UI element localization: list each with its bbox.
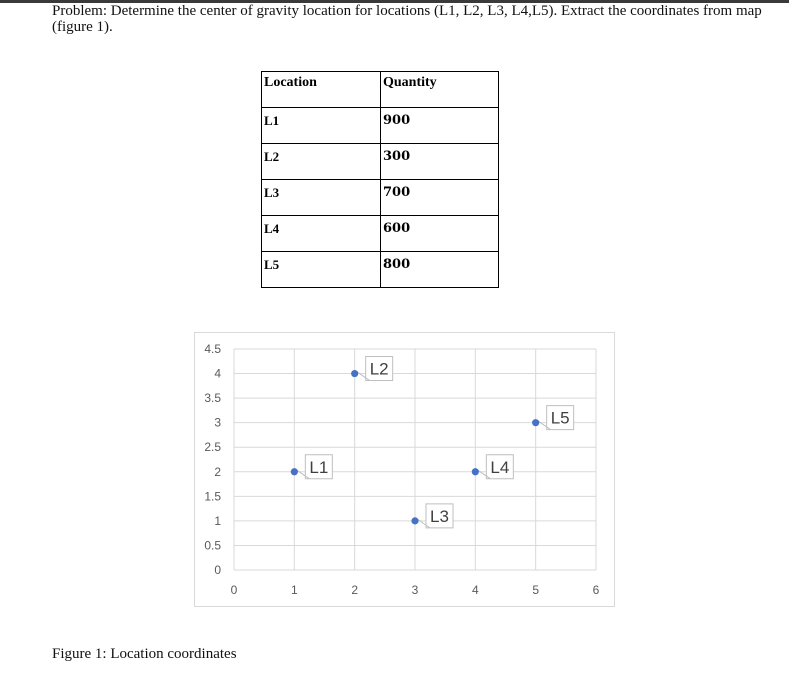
data-label: L3 [430, 506, 449, 526]
table-row [262, 180, 499, 216]
y-tick-label: 1.5 [204, 489, 221, 504]
location-cell: L1 [262, 108, 381, 144]
scatter-chart [194, 332, 615, 607]
x-tick-label: 4 [471, 583, 479, 597]
data-point [472, 468, 479, 475]
x-tick-label: 0 [230, 583, 238, 597]
figure-caption: Figure 1: Location coordinates [52, 646, 237, 662]
y-tick-label: 0 [214, 563, 221, 577]
location-cell: L3 [262, 180, 381, 216]
data-label: L1 [309, 457, 329, 477]
quantity-cell: 900 [381, 108, 499, 144]
data-point [351, 370, 358, 377]
header-location: Location [262, 72, 381, 108]
data-label: L5 [550, 408, 570, 428]
location-cell: L5 [262, 252, 381, 288]
quantity-cell: 300 [381, 144, 499, 180]
table-row [262, 252, 499, 288]
quantity-cell: 600 [381, 216, 499, 252]
x-tick-label: 3 [411, 583, 419, 597]
data-point [532, 419, 539, 426]
data-point [411, 517, 418, 524]
x-tick-label: 1 [290, 583, 298, 597]
header-quantity: Quantity [381, 72, 499, 108]
x-tick-label: 5 [532, 583, 540, 597]
location-cell: L2 [262, 144, 381, 180]
y-tick-label: 1 [214, 513, 221, 528]
problem-statement: Problem: Determine the center of gravity location for locations (L1, L2, L3, L4,L5). Extract the coordinates from map (figure 1). [52, 3, 762, 35]
y-tick-label: 2 [214, 464, 221, 479]
table-header-row [262, 72, 499, 108]
y-tick-label: 3 [214, 415, 221, 430]
table-row [262, 216, 499, 252]
y-tick-label: 2.5 [204, 440, 221, 455]
quantity-cell: 800 [381, 252, 499, 288]
data-point [291, 468, 298, 475]
table-row [262, 144, 499, 180]
data-label: L2 [369, 359, 389, 379]
x-tick-label: 6 [592, 583, 600, 597]
y-tick-label: 4.5 [204, 342, 221, 356]
location-quantity-table [261, 71, 499, 288]
location-cell: L4 [262, 216, 381, 252]
data-label: L4 [490, 457, 510, 477]
y-tick-label: 0.5 [204, 538, 221, 553]
table-row [262, 108, 499, 144]
x-tick-label: 2 [351, 583, 359, 597]
quantity-cell: 700 [381, 180, 499, 216]
y-tick-label: 4 [214, 366, 221, 381]
y-tick-label: 3.5 [204, 391, 221, 406]
